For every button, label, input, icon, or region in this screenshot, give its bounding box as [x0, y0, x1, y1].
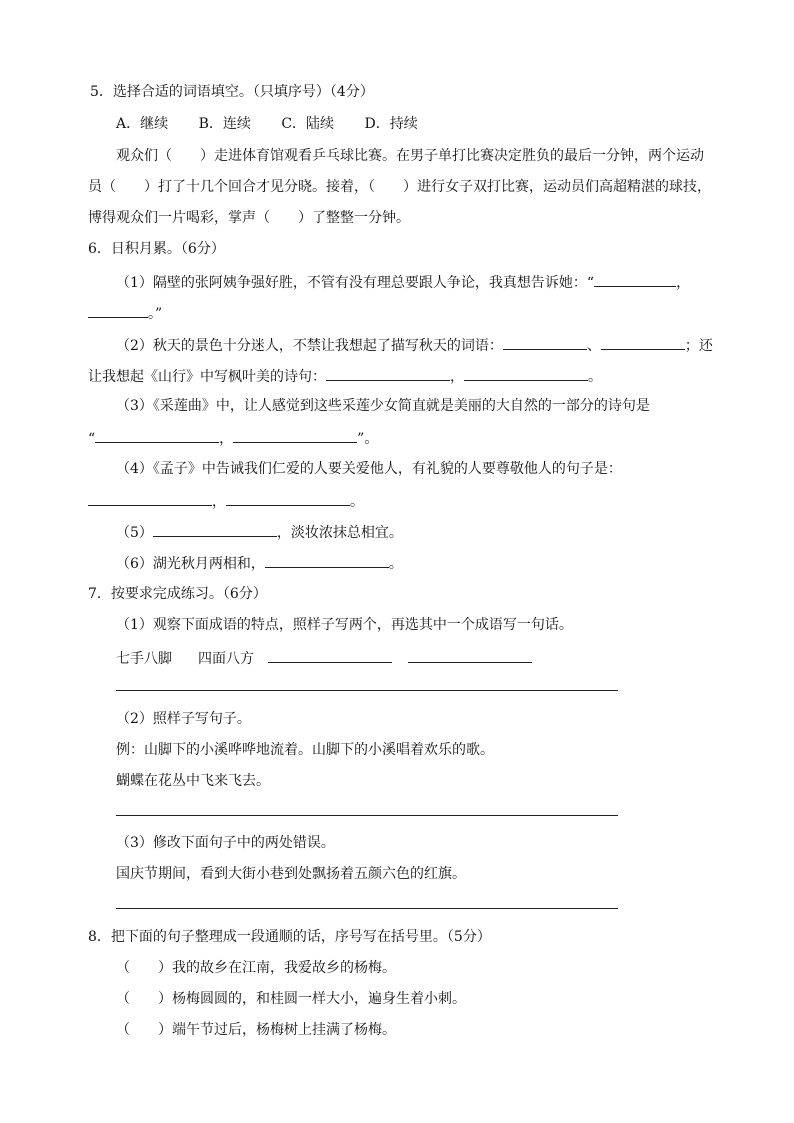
answer-blank[interactable] — [268, 648, 392, 663]
q7-title: 7．按要求完成练习。（6分） — [88, 586, 267, 602]
q6-item-3-cont: “ ， ”。 — [88, 428, 378, 448]
answer-blank[interactable] — [233, 428, 357, 443]
q6-item-1-cont: 。” — [88, 303, 162, 323]
q6-item-4: （4）《孟子》中告诫我们仁爱的人要关爱他人，有礼貌的人要尊敬他人的句子是： — [116, 461, 622, 477]
answer-blank[interactable] — [88, 303, 148, 318]
answer-blank[interactable] — [265, 553, 389, 568]
q6-item-6: （6）湖光秋月两相和， 。 — [116, 553, 403, 573]
q6-item-3: （3）《采莲曲》中，让人感觉到这些采莲少女简直就是美丽的大自然的一部分的诗句是 — [116, 398, 650, 414]
q7-idiom-2: 四面八方 — [198, 651, 254, 667]
q5-option-b: B．连续 — [198, 116, 251, 132]
answer-blank[interactable] — [594, 272, 676, 287]
q5-title: 5．选择合适的词语填空。（只填序号）（4分） — [90, 84, 374, 100]
answer-blank[interactable] — [601, 335, 685, 350]
q6-item-2-cont: 让我想起《山行》中写枫叶美的诗句： ， 。 — [88, 366, 602, 386]
answer-blank[interactable] — [464, 366, 588, 381]
answer-line[interactable] — [116, 690, 618, 691]
answer-blank[interactable] — [408, 648, 532, 663]
q7-sentence: 蝴蝶在花丛中飞来飞去。 — [116, 773, 270, 789]
q5-line3: 博得观众们一片喝彩，掌声（ ）了整整一分钟。 — [88, 210, 410, 226]
answer-blank[interactable] — [226, 491, 350, 506]
answer-blank[interactable] — [326, 366, 450, 381]
q5-line2: 员（ ）打了十几个回合才见分晓。接着，（ ）进行女子双打比赛，运动员们高超精湛的球技， — [88, 179, 711, 195]
q6-item-5: （5） ，淡妆浓抹总相宜。 — [116, 522, 403, 542]
q5-option-c: C．陆续 — [281, 116, 335, 132]
q6-item-4-cont: ， 。 — [88, 491, 364, 511]
q6-item-2: （2）秋天的景色十分迷人，不禁让我想起了描写秋天的词语： 、 ；还 — [116, 335, 713, 355]
q7-item-2: （2）照样子写句子。 — [116, 711, 251, 727]
answer-blank[interactable] — [503, 335, 587, 350]
q7-item-3: （3）修改下面句子中的两处错误。 — [116, 835, 335, 851]
q7-wrong-sentence: 国庆节期间，看到大街小巷到处飘扬着五颜六色的红旗。 — [116, 866, 466, 882]
q5-line1: 观众们（ ）走进体育馆观看乒乓球比赛。在男子单打比赛决定胜负的最后一分钟，两个运动 — [116, 148, 704, 164]
q5-option-a: A．继续 — [116, 116, 169, 132]
q8-item-3: （ ）端午节过后，杨梅树上挂满了杨梅。 — [116, 1022, 396, 1038]
answer-line[interactable] — [116, 908, 618, 909]
q5-option-d: D．持续 — [364, 116, 418, 132]
q7-example: 例：山脚下的小溪哗哗地流着。山脚下的小溪唱着欢乐的歌。 — [116, 742, 494, 758]
answer-blank[interactable] — [88, 491, 212, 506]
answer-blank[interactable] — [95, 428, 219, 443]
q6-title: 6．日积月累。（6分） — [88, 241, 225, 257]
q7-idiom-row — [116, 648, 532, 668]
q7-item-1: （1）观察下面成语的特点，照样子写两个，再选其中一个成语写一句话。 — [116, 617, 573, 633]
q8-item-1: （ ）我的故乡在江南，我爱故乡的杨梅。 — [116, 960, 396, 976]
answer-blank[interactable] — [153, 522, 277, 537]
q7-idiom-1: 七手八脚 — [116, 651, 172, 667]
answer-line[interactable] — [116, 815, 618, 816]
q8-title: 8．把下面的句子整理成一段通顺的话，序号写在括号里。（5分） — [88, 929, 491, 945]
q8-item-2: （ ）杨梅圆圆的，和桂圆一样大小，遍身生着小刺。 — [116, 991, 466, 1007]
q5-options — [116, 115, 418, 133]
q6-item-1: （1）隔壁的张阿姨争强好胜，不管有没有理总要跟人争论，我真想告诉她：“ ， — [116, 272, 690, 292]
